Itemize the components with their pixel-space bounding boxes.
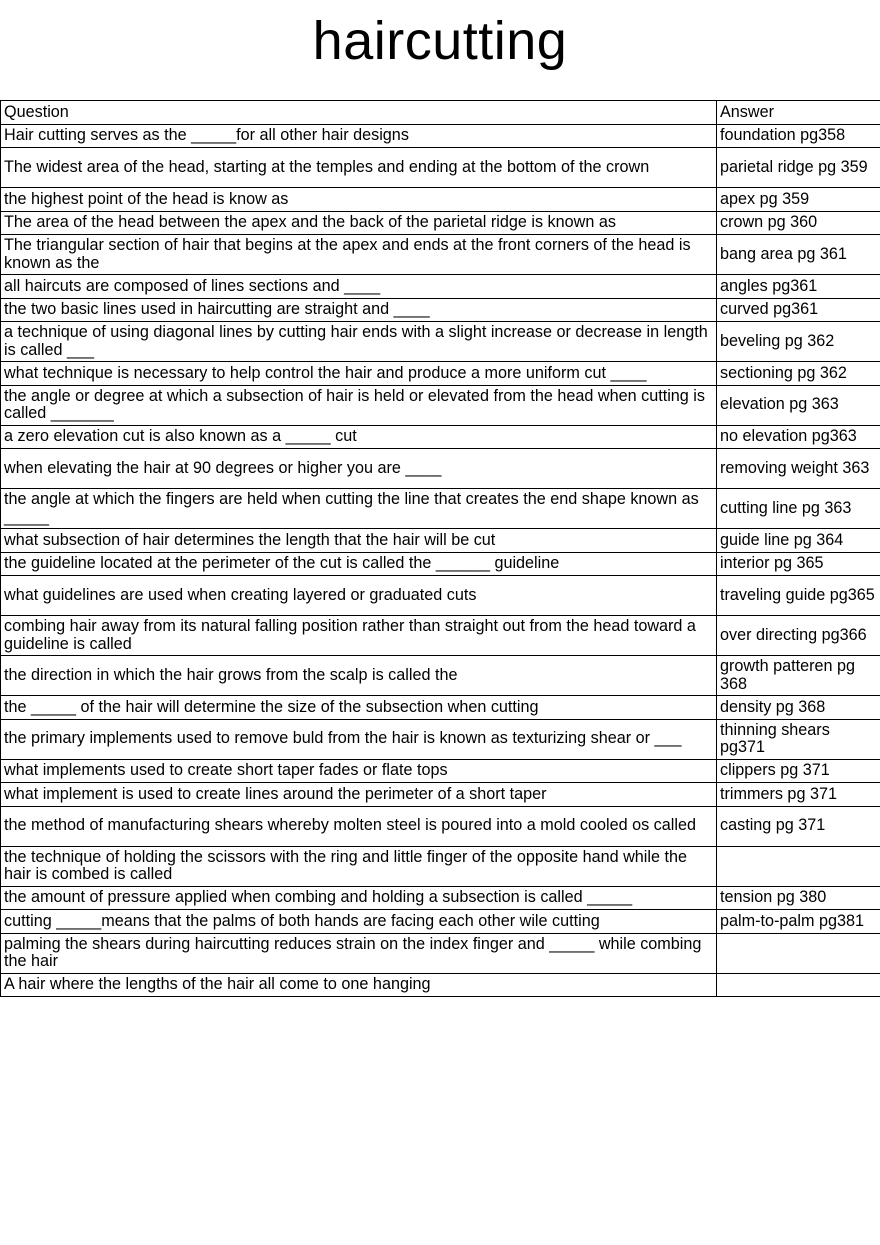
question-cell: the two basic lines used in haircutting are straight and ____ bbox=[1, 298, 717, 322]
question-cell: the angle at which the fingers are held when cutting the line that creates the end shape known as _____ bbox=[1, 489, 717, 529]
question-cell: the guideline located at the perimeter of the cut is called the ______ guideline bbox=[1, 552, 717, 576]
question-cell: what technique is necessary to help control the hair and produce a more uniform cut ____ bbox=[1, 362, 717, 386]
table-row bbox=[1, 235, 880, 275]
question-cell: all haircuts are composed of lines sections and ____ bbox=[1, 275, 717, 299]
page-title: haircutting bbox=[312, 11, 568, 71]
table-row bbox=[1, 322, 880, 362]
question-cell: the _____ of the hair will determine the size of the subsection when cutting bbox=[1, 696, 717, 720]
answer-cell: trimmers pg 371 bbox=[717, 783, 880, 807]
table-header-row bbox=[1, 101, 880, 125]
table-row bbox=[1, 846, 880, 886]
question-cell: the primary implements used to remove buld from the hair is known as texturizing shear or ___ bbox=[1, 719, 717, 759]
table-row bbox=[1, 616, 880, 656]
answer-cell: traveling guide pg365 bbox=[717, 576, 880, 616]
answer-cell: tension pg 380 bbox=[717, 886, 880, 910]
question-cell: palming the shears during haircutting reduces strain on the index finger and _____ while combing the hair bbox=[1, 933, 717, 973]
table-row bbox=[1, 425, 880, 449]
question-cell: the highest point of the head is know as bbox=[1, 188, 717, 212]
answer-cell: casting pg 371 bbox=[717, 806, 880, 846]
question-cell: The widest area of the head, starting at the temples and ending at the bottom of the crown bbox=[1, 148, 717, 188]
question-column-header: Question bbox=[1, 101, 717, 125]
table-row bbox=[1, 719, 880, 759]
question-cell: what implement is used to create lines around the perimeter of a short taper bbox=[1, 783, 717, 807]
question-cell: what implements used to create short taper fades or flate tops bbox=[1, 759, 717, 783]
answer-cell: beveling pg 362 bbox=[717, 322, 880, 362]
table-row bbox=[1, 188, 880, 212]
answer-cell: interior pg 365 bbox=[717, 552, 880, 576]
table-row bbox=[1, 362, 880, 386]
table-row bbox=[1, 385, 880, 425]
table-row bbox=[1, 298, 880, 322]
answer-cell: thinning shears pg371 bbox=[717, 719, 880, 759]
answer-cell bbox=[717, 933, 880, 973]
table-row bbox=[1, 933, 880, 973]
answer-cell: over directing pg366 bbox=[717, 616, 880, 656]
question-cell: The triangular section of hair that begins at the apex and ends at the front corners of the head is known as the bbox=[1, 235, 717, 275]
table-row bbox=[1, 910, 880, 934]
answer-cell: curved pg361 bbox=[717, 298, 880, 322]
question-cell: the amount of pressure applied when combing and holding a subsection is called _____ bbox=[1, 886, 717, 910]
table-row bbox=[1, 696, 880, 720]
table-row bbox=[1, 489, 880, 529]
question-cell: A hair where the lengths of the hair all come to one hanging bbox=[1, 973, 717, 997]
table-row bbox=[1, 759, 880, 783]
answer-cell: bang area pg 361 bbox=[717, 235, 880, 275]
answer-cell: crown pg 360 bbox=[717, 211, 880, 235]
table-row bbox=[1, 552, 880, 576]
table-row bbox=[1, 148, 880, 188]
table-row bbox=[1, 806, 880, 846]
answer-cell: cutting line pg 363 bbox=[717, 489, 880, 529]
table-row bbox=[1, 211, 880, 235]
answer-cell: removing weight 363 bbox=[717, 449, 880, 489]
answer-cell bbox=[717, 973, 880, 997]
question-cell: the method of manufacturing shears whereby molten steel is poured into a mold cooled os called bbox=[1, 806, 717, 846]
question-cell: a zero elevation cut is also known as a _____ cut bbox=[1, 425, 717, 449]
table-row bbox=[1, 529, 880, 553]
question-cell: the direction in which the hair grows from the scalp is called the bbox=[1, 656, 717, 696]
answer-cell: sectioning pg 362 bbox=[717, 362, 880, 386]
answer-cell: parietal ridge pg 359 bbox=[717, 148, 880, 188]
question-cell: what subsection of hair determines the length that the hair will be cut bbox=[1, 529, 717, 553]
answer-cell: clippers pg 371 bbox=[717, 759, 880, 783]
table-row bbox=[1, 886, 880, 910]
table-row bbox=[1, 124, 880, 148]
qa-table bbox=[0, 100, 880, 997]
question-cell: a technique of using diagonal lines by cutting hair ends with a slight increase or decrease in length is called ___ bbox=[1, 322, 717, 362]
answer-cell: no elevation pg363 bbox=[717, 425, 880, 449]
answer-cell: palm-to-palm pg381 bbox=[717, 910, 880, 934]
table-row bbox=[1, 275, 880, 299]
answer-column-header: Answer bbox=[717, 101, 880, 125]
table-row bbox=[1, 576, 880, 616]
table-row bbox=[1, 656, 880, 696]
answer-cell: guide line pg 364 bbox=[717, 529, 880, 553]
question-cell: what guidelines are used when creating layered or graduated cuts bbox=[1, 576, 717, 616]
question-cell: the angle or degree at which a subsection of hair is held or elevated from the head when cutting is called _______ bbox=[1, 385, 717, 425]
answer-cell: elevation pg 363 bbox=[717, 385, 880, 425]
table-row bbox=[1, 449, 880, 489]
answer-cell: angles pg361 bbox=[717, 275, 880, 299]
answer-cell: foundation pg358 bbox=[717, 124, 880, 148]
question-cell: the technique of holding the scissors with the ring and little finger of the opposite hand while the hair is combed is called bbox=[1, 846, 717, 886]
answer-cell: apex pg 359 bbox=[717, 188, 880, 212]
answer-cell: density pg 368 bbox=[717, 696, 880, 720]
table-row bbox=[1, 973, 880, 997]
question-cell: combing hair away from its natural falling position rather than straight out from the head toward a guideline is called bbox=[1, 616, 717, 656]
question-cell: when elevating the hair at 90 degrees or higher you are ____ bbox=[1, 449, 717, 489]
question-cell: Hair cutting serves as the _____for all other hair designs bbox=[1, 124, 717, 148]
answer-cell bbox=[717, 846, 880, 886]
table-row bbox=[1, 783, 880, 807]
question-cell: cutting _____means that the palms of both hands are facing each other wile cutting bbox=[1, 910, 717, 934]
answer-cell: growth patteren pg 368 bbox=[717, 656, 880, 696]
table-body bbox=[1, 124, 880, 997]
question-cell: The area of the head between the apex and the back of the parietal ridge is known as bbox=[1, 211, 717, 235]
